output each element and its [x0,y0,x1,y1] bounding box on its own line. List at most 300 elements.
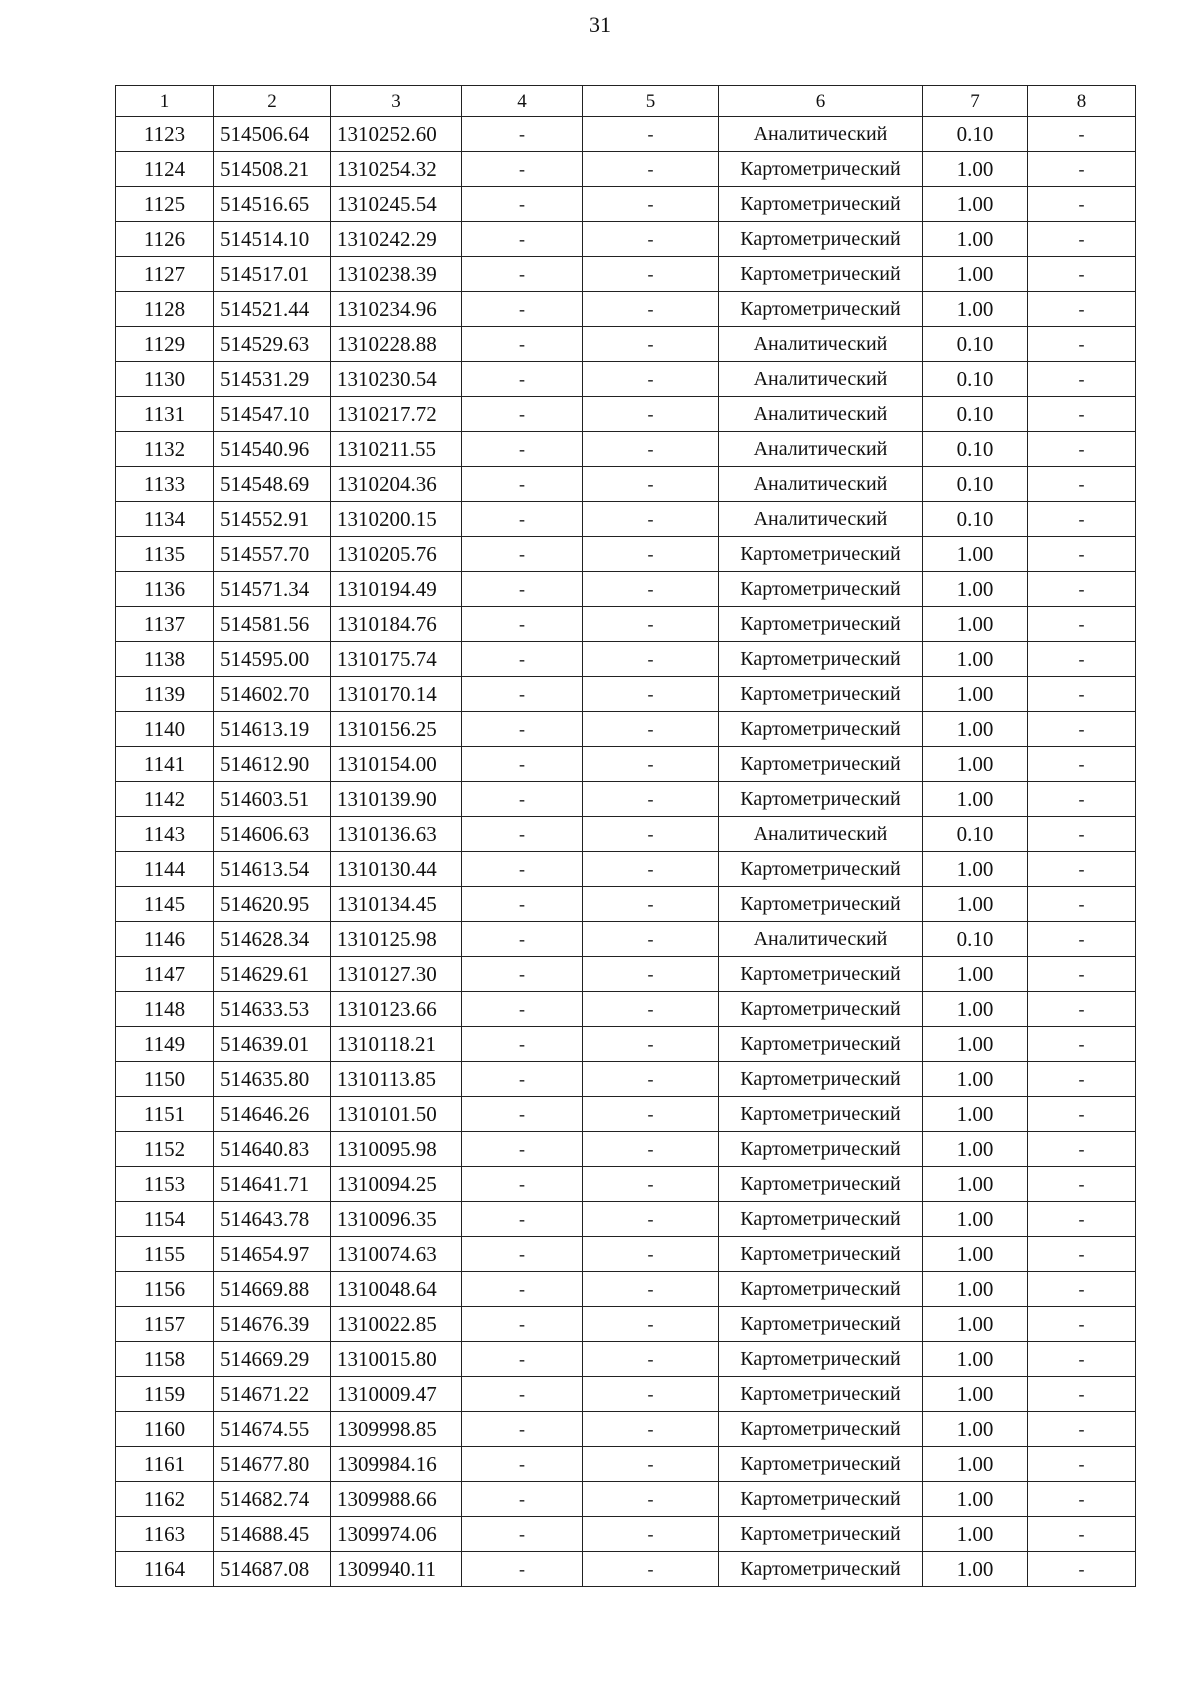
table-cell-col-3: 1310048.64 [331,1272,462,1307]
table-cell-col-2: 514669.88 [214,1272,331,1307]
table-cell-col-5: - [583,1132,719,1167]
table-cell-col-3: 1310238.39 [331,257,462,292]
table-cell-col-2: 514548.69 [214,467,331,502]
table-cell-col-2: 514629.61 [214,957,331,992]
table-cell-col-8: - [1028,257,1136,292]
table-cell-col-1: 1144 [116,852,214,887]
table-row [116,957,1136,992]
table-row [116,852,1136,887]
table-cell-col-5: - [583,1202,719,1237]
table-cell-col-3: 1310170.14 [331,677,462,712]
table-cell-col-6: Картометрический [719,572,923,607]
table-cell-col-8: - [1028,957,1136,992]
table-cell-col-7: 1.00 [923,572,1028,607]
table-cell-col-5: - [583,432,719,467]
table-row [116,257,1136,292]
table-cell-col-5: - [583,677,719,712]
table-cell-col-8: - [1028,817,1136,852]
table-cell-col-1: 1162 [116,1482,214,1517]
table-cell-col-5: - [583,1272,719,1307]
table-cell-col-5: - [583,1237,719,1272]
table-cell-col-6: Картометрический [719,152,923,187]
table-cell-col-3: 1310245.54 [331,187,462,222]
table-cell-col-3: 1310252.60 [331,117,462,152]
table-cell-col-2: 514552.91 [214,502,331,537]
table-cell-col-5: - [583,852,719,887]
table-cell-col-2: 514654.97 [214,1237,331,1272]
table-cell-col-8: - [1028,222,1136,257]
table-cell-col-8: - [1028,1167,1136,1202]
table-cell-col-2: 514669.29 [214,1342,331,1377]
table-cell-col-6: Картометрический [719,1517,923,1552]
table-cell-col-8: - [1028,992,1136,1027]
table-cell-col-6: Картометрический [719,1132,923,1167]
table-cell-col-8: - [1028,1272,1136,1307]
table-cell-col-4: - [462,292,583,327]
table-cell-col-1: 1145 [116,887,214,922]
table-cell-col-3: 1310022.85 [331,1307,462,1342]
table-cell-col-8: - [1028,712,1136,747]
header-cell-6: 6 [719,86,923,117]
table-cell-col-6: Картометрический [719,292,923,327]
table-cell-col-7: 0.10 [923,432,1028,467]
table-row [116,1062,1136,1097]
table-cell-col-8: - [1028,887,1136,922]
table-cell-col-4: - [462,327,583,362]
table-cell-col-6: Картометрический [719,1027,923,1062]
table-cell-col-3: 1310194.49 [331,572,462,607]
table-cell-col-7: 1.00 [923,1307,1028,1342]
table-cell-col-7: 1.00 [923,1167,1028,1202]
table-cell-col-2: 514612.90 [214,747,331,782]
table-cell-col-5: - [583,1027,719,1062]
table-cell-col-4: - [462,362,583,397]
table-cell-col-2: 514508.21 [214,152,331,187]
table-cell-col-4: - [462,1307,583,1342]
table-cell-col-3: 1310009.47 [331,1377,462,1412]
table-cell-col-7: 1.00 [923,1412,1028,1447]
table-cell-col-1: 1155 [116,1237,214,1272]
table-cell-col-2: 514635.80 [214,1062,331,1097]
table-cell-col-6: Картометрический [719,537,923,572]
table-cell-col-2: 514676.39 [214,1307,331,1342]
table-cell-col-8: - [1028,1062,1136,1097]
table-cell-col-4: - [462,1132,583,1167]
table-cell-col-6: Картометрический [719,1482,923,1517]
table-cell-col-3: 1310254.32 [331,152,462,187]
table-cell-col-4: - [462,1517,583,1552]
table-cell-col-8: - [1028,152,1136,187]
table-cell-col-7: 1.00 [923,222,1028,257]
table-cell-col-1: 1163 [116,1517,214,1552]
table-cell-col-4: - [462,1027,583,1062]
table-cell-col-8: - [1028,1412,1136,1447]
table-row [116,1237,1136,1272]
table-cell-col-7: 1.00 [923,1027,1028,1062]
table-row [116,502,1136,537]
table-cell-col-8: - [1028,1307,1136,1342]
table-cell-col-3: 1310230.54 [331,362,462,397]
table-row [116,397,1136,432]
header-cell-3: 3 [331,86,462,117]
table-cell-col-2: 514628.34 [214,922,331,957]
table-cell-col-5: - [583,117,719,152]
table-cell-col-3: 1310101.50 [331,1097,462,1132]
table-cell-col-3: 1309984.16 [331,1447,462,1482]
table-row [116,817,1136,852]
table-cell-col-1: 1135 [116,537,214,572]
table-cell-col-6: Картометрический [719,1202,923,1237]
table-cell-col-2: 514514.10 [214,222,331,257]
table-cell-col-8: - [1028,1517,1136,1552]
table-cell-col-8: - [1028,1027,1136,1062]
table-cell-col-7: 0.10 [923,327,1028,362]
table-cell-col-7: 1.00 [923,852,1028,887]
table-cell-col-3: 1310156.25 [331,712,462,747]
header-cell-7: 7 [923,86,1028,117]
table-cell-col-2: 514571.34 [214,572,331,607]
table-cell-col-4: - [462,607,583,642]
table-cell-col-6: Аналитический [719,362,923,397]
table-cell-col-8: - [1028,572,1136,607]
table-cell-col-4: - [462,502,583,537]
table-cell-col-1: 1134 [116,502,214,537]
table-row [116,152,1136,187]
table-row [116,537,1136,572]
table-cell-col-3: 1310200.15 [331,502,462,537]
table-cell-col-3: 1310242.29 [331,222,462,257]
table-cell-col-6: Картометрический [719,1272,923,1307]
table-cell-col-2: 514677.80 [214,1447,331,1482]
table-cell-col-4: - [462,257,583,292]
table-cell-col-1: 1133 [116,467,214,502]
table-cell-col-4: - [462,1202,583,1237]
table-cell-col-1: 1158 [116,1342,214,1377]
table-cell-col-5: - [583,537,719,572]
table-cell-col-8: - [1028,432,1136,467]
table-cell-col-4: - [462,677,583,712]
table-cell-col-5: - [583,887,719,922]
table-cell-col-2: 514639.01 [214,1027,331,1062]
table-cell-col-4: - [462,1412,583,1447]
table-cell-col-7: 1.00 [923,677,1028,712]
table-cell-col-7: 1.00 [923,1447,1028,1482]
table-cell-col-2: 514688.45 [214,1517,331,1552]
table-cell-col-5: - [583,1377,719,1412]
table-cell-col-7: 1.00 [923,1132,1028,1167]
table-cell-col-3: 1310228.88 [331,327,462,362]
table-cell-col-8: - [1028,852,1136,887]
table-cell-col-4: - [462,1482,583,1517]
table-cell-col-6: Картометрический [719,782,923,817]
table-cell-col-6: Картометрический [719,222,923,257]
table-cell-col-4: - [462,152,583,187]
table-row [116,1412,1136,1447]
table-cell-col-4: - [462,747,583,782]
table-row [116,1447,1136,1482]
table-cell-col-1: 1127 [116,257,214,292]
table-cell-col-8: - [1028,117,1136,152]
table-cell-col-6: Картометрический [719,1342,923,1377]
table-cell-col-5: - [583,397,719,432]
table-cell-col-6: Картометрический [719,747,923,782]
table-cell-col-6: Картометрический [719,887,923,922]
table-cell-col-2: 514506.64 [214,117,331,152]
table-cell-col-7: 1.00 [923,1517,1028,1552]
table-cell-col-4: - [462,397,583,432]
table-cell-col-5: - [583,292,719,327]
table-cell-col-5: - [583,712,719,747]
table-cell-col-7: 0.10 [923,467,1028,502]
table-cell-col-7: 1.00 [923,607,1028,642]
table-cell-col-8: - [1028,1132,1136,1167]
table-cell-col-5: - [583,1482,719,1517]
table-cell-col-8: - [1028,327,1136,362]
table-cell-col-7: 1.00 [923,747,1028,782]
table-cell-col-6: Картометрический [719,992,923,1027]
table-cell-col-5: - [583,747,719,782]
table-cell-col-3: 1310204.36 [331,467,462,502]
table-cell-col-7: 1.00 [923,992,1028,1027]
table-row [116,642,1136,677]
table-cell-col-5: - [583,1167,719,1202]
table-cell-col-3: 1310136.63 [331,817,462,852]
table-row [116,362,1136,397]
table-cell-col-1: 1151 [116,1097,214,1132]
table-row [116,327,1136,362]
table-row [116,1517,1136,1552]
table-row [116,117,1136,152]
table-cell-col-7: 1.00 [923,1097,1028,1132]
table-cell-col-8: - [1028,1447,1136,1482]
table-cell-col-2: 514603.51 [214,782,331,817]
table-cell-col-6: Картометрический [719,1412,923,1447]
table-cell-col-1: 1129 [116,327,214,362]
table-cell-col-4: - [462,712,583,747]
table-cell-col-7: 1.00 [923,957,1028,992]
table-row [116,887,1136,922]
table-cell-col-4: - [462,887,583,922]
table-cell-col-7: 1.00 [923,1272,1028,1307]
table-cell-col-3: 1310130.44 [331,852,462,887]
table-row [116,1202,1136,1237]
table-cell-col-4: - [462,1342,583,1377]
table-cell-col-1: 1148 [116,992,214,1027]
header-cell-1: 1 [116,86,214,117]
table-cell-col-4: - [462,782,583,817]
table-cell-col-8: - [1028,747,1136,782]
table-cell-col-6: Аналитический [719,467,923,502]
table-cell-col-3: 1309940.11 [331,1552,462,1587]
table-cell-col-7: 1.00 [923,1342,1028,1377]
table-cell-col-3: 1310074.63 [331,1237,462,1272]
table-cell-col-5: - [583,1447,719,1482]
table-cell-col-3: 1309998.85 [331,1412,462,1447]
table-cell-col-2: 514646.26 [214,1097,331,1132]
table-cell-col-8: - [1028,1237,1136,1272]
table-cell-col-1: 1153 [116,1167,214,1202]
table-cell-col-5: - [583,922,719,957]
table-cell-col-8: - [1028,502,1136,537]
header-cell-2: 2 [214,86,331,117]
table-cell-col-2: 514529.63 [214,327,331,362]
table-row [116,1552,1136,1587]
table-cell-col-5: - [583,1552,719,1587]
table-cell-col-7: 1.00 [923,887,1028,922]
table-cell-col-6: Картометрический [719,1097,923,1132]
table-cell-col-3: 1310211.55 [331,432,462,467]
table-cell-col-5: - [583,187,719,222]
table-cell-col-1: 1123 [116,117,214,152]
table-cell-col-3: 1309974.06 [331,1517,462,1552]
table-cell-col-1: 1159 [116,1377,214,1412]
table-cell-col-5: - [583,362,719,397]
table-cell-col-3: 1310094.25 [331,1167,462,1202]
table-cell-col-1: 1147 [116,957,214,992]
table-cell-col-2: 514620.95 [214,887,331,922]
table-cell-col-8: - [1028,1342,1136,1377]
table-row [116,922,1136,957]
table-cell-col-1: 1136 [116,572,214,607]
table-cell-col-8: - [1028,187,1136,222]
table-cell-col-6: Картометрический [719,1447,923,1482]
table-cell-col-6: Картометрический [719,1167,923,1202]
table-cell-col-2: 514613.19 [214,712,331,747]
table-cell-col-4: - [462,1377,583,1412]
table-cell-col-8: - [1028,642,1136,677]
table-row [116,1377,1136,1412]
table-cell-col-4: - [462,1062,583,1097]
table-cell-col-2: 514516.65 [214,187,331,222]
table-cell-col-8: - [1028,607,1136,642]
table-cell-col-4: - [462,222,583,257]
table-cell-col-4: - [462,1447,583,1482]
table-cell-col-6: Картометрический [719,1377,923,1412]
table-row [116,292,1136,327]
table-row [116,572,1136,607]
table-cell-col-5: - [583,782,719,817]
table-cell-col-4: - [462,992,583,1027]
table-row [116,1482,1136,1517]
table-cell-col-1: 1156 [116,1272,214,1307]
table-cell-col-2: 514517.01 [214,257,331,292]
table-cell-col-4: - [462,1552,583,1587]
table-cell-col-2: 514613.54 [214,852,331,887]
table-cell-col-3: 1310234.96 [331,292,462,327]
table-cell-col-1: 1154 [116,1202,214,1237]
table-cell-col-1: 1132 [116,432,214,467]
table-cell-col-1: 1128 [116,292,214,327]
table-cell-col-8: - [1028,1202,1136,1237]
table-cell-col-3: 1310123.66 [331,992,462,1027]
table-cell-col-7: 1.00 [923,642,1028,677]
table-cell-col-6: Картометрический [719,712,923,747]
table-cell-col-3: 1310154.00 [331,747,462,782]
header-cell-4: 4 [462,86,583,117]
table-cell-col-3: 1310175.74 [331,642,462,677]
table-row [116,1097,1136,1132]
table-row [116,187,1136,222]
table-cell-col-7: 1.00 [923,712,1028,747]
table-cell-col-5: - [583,1307,719,1342]
table-cell-col-3: 1310015.80 [331,1342,462,1377]
table-cell-col-5: - [583,607,719,642]
table-cell-col-4: - [462,187,583,222]
table-cell-col-1: 1140 [116,712,214,747]
table-body [116,117,1136,1587]
table-cell-col-4: - [462,572,583,607]
table-cell-col-7: 1.00 [923,782,1028,817]
table-cell-col-1: 1146 [116,922,214,957]
table-cell-col-6: Картометрический [719,642,923,677]
table-cell-col-7: 1.00 [923,537,1028,572]
table-cell-col-7: 1.00 [923,1202,1028,1237]
table-cell-col-8: - [1028,537,1136,572]
table-cell-col-4: - [462,117,583,152]
table-cell-col-8: - [1028,467,1136,502]
table-cell-col-2: 514674.55 [214,1412,331,1447]
table-cell-col-8: - [1028,922,1136,957]
table-cell-col-8: - [1028,1482,1136,1517]
table-cell-col-2: 514643.78 [214,1202,331,1237]
table-cell-col-2: 514521.44 [214,292,331,327]
table-cell-col-7: 1.00 [923,1237,1028,1272]
table-cell-col-5: - [583,957,719,992]
table-cell-col-1: 1157 [116,1307,214,1342]
header-row [116,86,1136,117]
table-cell-col-2: 514540.96 [214,432,331,467]
table-cell-col-6: Картометрический [719,852,923,887]
table-row [116,1272,1136,1307]
coordinates-table [115,85,1136,1587]
table-row [116,1027,1136,1062]
table-cell-col-6: Картометрический [719,187,923,222]
table-row [116,607,1136,642]
table-cell-col-4: - [462,922,583,957]
table-cell-col-5: - [583,467,719,502]
table-row [116,747,1136,782]
table-cell-col-6: Картометрический [719,957,923,992]
table-cell-col-2: 514682.74 [214,1482,331,1517]
table-cell-col-2: 514640.83 [214,1132,331,1167]
table-cell-col-3: 1310139.90 [331,782,462,817]
table-cell-col-6: Картометрический [719,1062,923,1097]
table-cell-col-4: - [462,642,583,677]
table-cell-col-1: 1124 [116,152,214,187]
table-cell-col-7: 0.10 [923,502,1028,537]
table-cell-col-1: 1149 [116,1027,214,1062]
table-cell-col-6: Картометрический [719,257,923,292]
table-cell-col-6: Картометрический [719,1307,923,1342]
table-cell-col-2: 514531.29 [214,362,331,397]
header-cell-8: 8 [1028,86,1136,117]
table-cell-col-1: 1160 [116,1412,214,1447]
table-cell-col-6: Картометрический [719,1552,923,1587]
table-row [116,1307,1136,1342]
table-cell-col-5: - [583,1097,719,1132]
table-cell-col-4: - [462,1237,583,1272]
table-cell-col-8: - [1028,1377,1136,1412]
table-cell-col-6: Аналитический [719,817,923,852]
table-row [116,1167,1136,1202]
table-row [116,1132,1136,1167]
table-row [116,432,1136,467]
table-cell-col-1: 1161 [116,1447,214,1482]
table-cell-col-5: - [583,1342,719,1377]
table-cell-col-7: 0.10 [923,362,1028,397]
table-cell-col-1: 1126 [116,222,214,257]
table-row [116,712,1136,747]
